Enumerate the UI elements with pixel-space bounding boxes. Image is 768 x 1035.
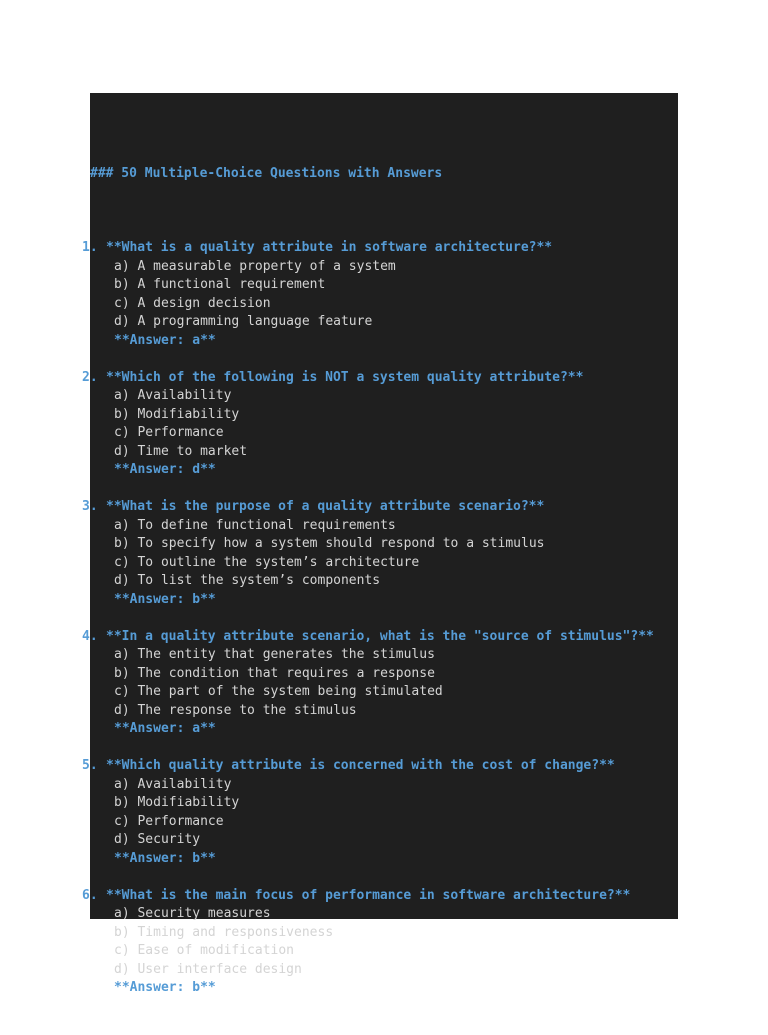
answer-option: c) A design decision bbox=[114, 295, 271, 311]
answer-option: c) Ease of modification bbox=[114, 943, 295, 958]
correct-answer: **Answer: b** bbox=[114, 591, 216, 607]
document-page bbox=[82, 93, 678, 995]
answer-option: d) The response to the stimulus bbox=[114, 702, 357, 718]
correct-answer: **Answer: b** bbox=[114, 980, 216, 995]
question-2 bbox=[82, 369, 654, 480]
question-1 bbox=[82, 239, 654, 350]
question-text-line bbox=[82, 887, 654, 906]
question-5 bbox=[82, 757, 654, 868]
question-text-line bbox=[82, 498, 654, 517]
question-text: **What is the main focus of performance in software architecture?** bbox=[106, 887, 631, 903]
question-text: **Which quality attribute is concerned with the cost of change?** bbox=[106, 758, 615, 773]
question-number: 2. bbox=[82, 369, 98, 385]
answer-option: d) Security bbox=[114, 832, 201, 847]
question-text-line bbox=[82, 239, 654, 258]
question-list bbox=[82, 239, 654, 998]
question-text: **Which of the following is NOT a system quality attribute?** bbox=[106, 369, 584, 385]
answer-option: a) Availability bbox=[114, 388, 232, 403]
answer-option: d) User interface design bbox=[114, 961, 302, 977]
answer-option: d) Time to market bbox=[114, 443, 248, 459]
answer-option: b) The condition that requires a response bbox=[114, 665, 435, 681]
correct-answer: **Answer: a** bbox=[114, 332, 216, 348]
question-number: 5. bbox=[82, 758, 98, 773]
answer-option: a) Security measures bbox=[114, 906, 271, 921]
answer-option: b) Modifiability bbox=[114, 795, 240, 810]
correct-answer: **Answer: b** bbox=[114, 850, 216, 866]
answer-option: d) A programming language feature bbox=[114, 314, 373, 329]
question-text: **In a quality attribute scenario, what is the "source of stimulus"?** bbox=[106, 628, 654, 644]
answer-option: c) To outline the system’s architecture bbox=[114, 554, 420, 570]
answer-option: c) Performance bbox=[114, 425, 224, 440]
answer-option: b) Timing and responsiveness bbox=[114, 924, 334, 940]
question-text-line bbox=[82, 757, 654, 776]
question-text: **What is a quality attribute in software architecture?** bbox=[106, 240, 553, 255]
answer-option: a) Availability bbox=[114, 776, 232, 792]
question-number: 1. bbox=[82, 240, 98, 255]
question-number: 3. bbox=[82, 499, 98, 514]
question-text-line bbox=[82, 628, 654, 647]
answer-option: b) To specify how a system should respond to a stimulus bbox=[114, 536, 545, 551]
answer-option: b) A functional requirement bbox=[114, 277, 326, 292]
answer-option: c) Performance bbox=[114, 813, 224, 829]
document-heading: ### 50 Multiple-Choice Questions with Answers bbox=[90, 166, 443, 181]
answer-option: a) To define functional requirements bbox=[114, 517, 396, 533]
correct-answer: **Answer: d** bbox=[114, 462, 216, 477]
answer-option: a) The entity that generates the stimulus bbox=[114, 647, 435, 662]
question-text: **What is the purpose of a quality attribute scenario?** bbox=[106, 499, 545, 514]
question-number: 4. bbox=[82, 628, 98, 644]
question-number: 6. bbox=[82, 887, 98, 903]
document-content bbox=[82, 128, 654, 1035]
answer-option: b) Modifiability bbox=[114, 406, 240, 422]
correct-answer: **Answer: a** bbox=[114, 721, 216, 736]
question-3 bbox=[82, 498, 654, 609]
question-text-line bbox=[82, 369, 654, 388]
question-4 bbox=[82, 628, 654, 739]
question-6 bbox=[82, 887, 654, 998]
answer-option: d) To list the system’s components bbox=[114, 573, 381, 588]
answer-option: c) The part of the system being stimulated bbox=[114, 684, 443, 699]
answer-option: a) A measurable property of a system bbox=[114, 258, 396, 274]
